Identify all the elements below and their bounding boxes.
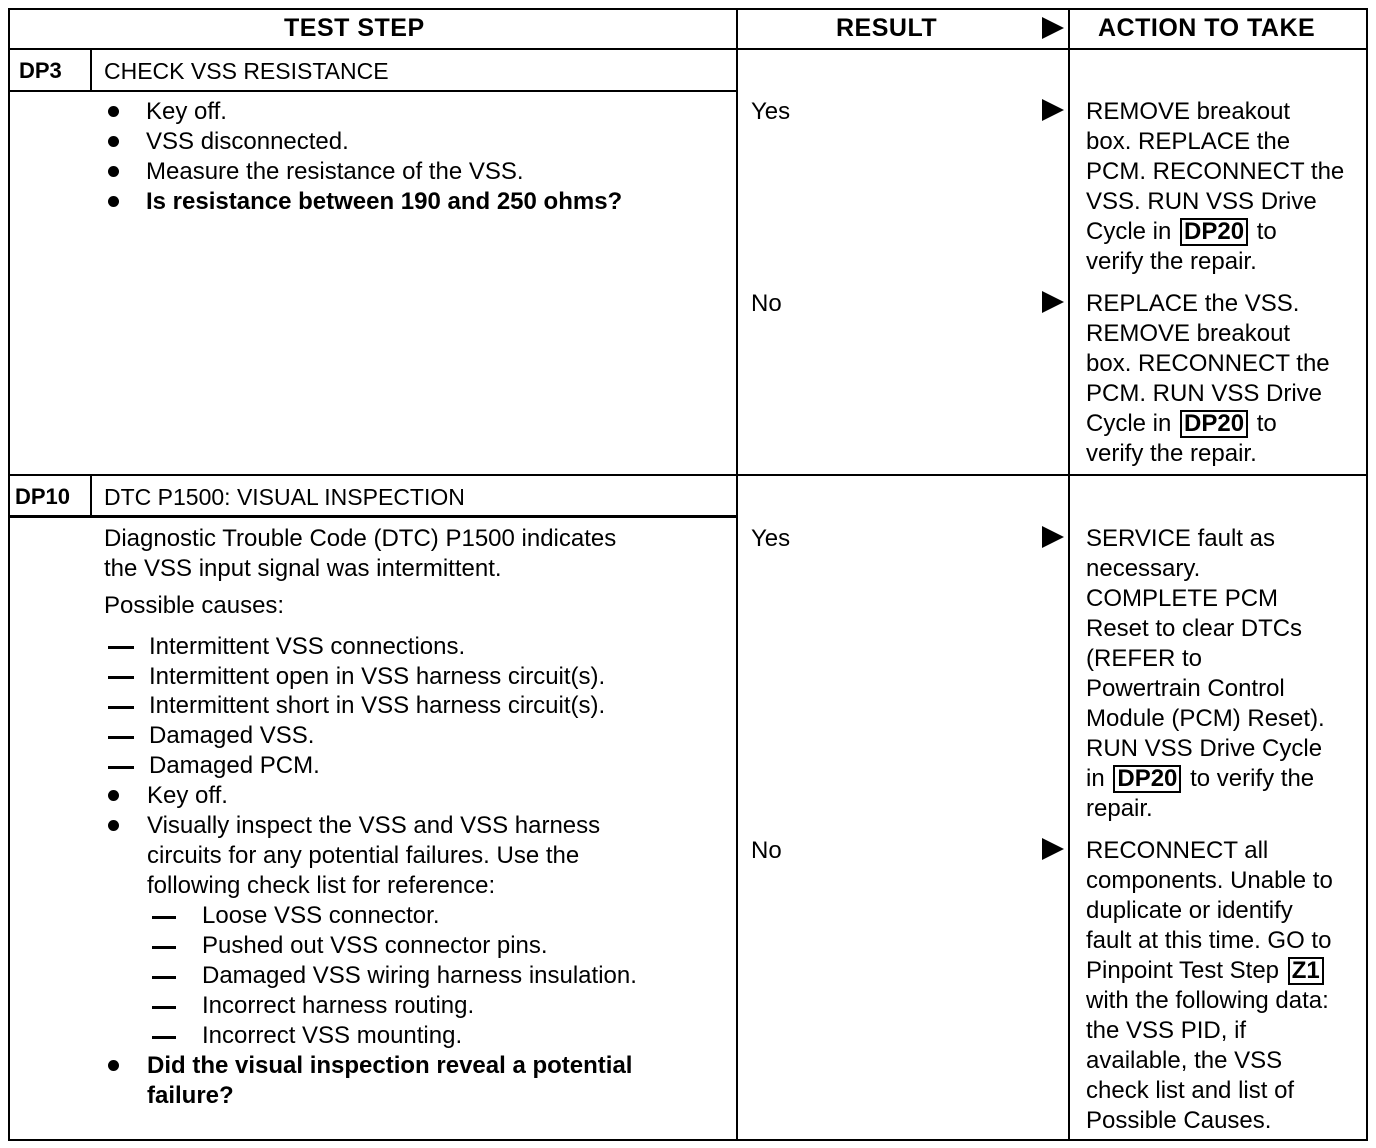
action-line: necessary. (1086, 555, 1201, 582)
bullet-icon (108, 136, 119, 147)
dp3-bullet-vss-disconnected: VSS disconnected. (146, 128, 349, 155)
action-line-with-ref (1086, 764, 1314, 794)
bullet-icon (108, 196, 119, 207)
dash-icon (152, 946, 176, 949)
dp10-intro-line: Diagnostic Trouble Code (DTC) P1500 indicates (104, 525, 617, 552)
action-line: Module (PCM) Reset). (1086, 705, 1325, 732)
action-ref-pre: Cycle in (1086, 410, 1172, 437)
action-line-with-ref (1086, 409, 1277, 439)
header-action: ACTION TO TAKE (1098, 14, 1316, 42)
action-line-with-ref (1086, 956, 1326, 986)
dash-icon (108, 706, 134, 709)
action-line: REPLACE the VSS. (1086, 290, 1300, 317)
dp20-reference-link[interactable]: DP20 (1180, 218, 1248, 246)
dash-icon (152, 1036, 176, 1039)
action-line: components. Unable to (1086, 867, 1333, 894)
dp10-cause: Damaged PCM. (149, 752, 320, 779)
bullet-icon (108, 820, 119, 831)
action-ref-pre: Cycle in (1086, 218, 1172, 245)
bullet-icon (108, 106, 119, 117)
action-line: SERVICE fault as (1086, 525, 1275, 552)
dp10-inspect-line: following check list for reference: (147, 872, 496, 899)
dp3-title-divider (90, 50, 92, 90)
dp3-step-title: CHECK VSS RESISTANCE (104, 58, 389, 84)
action-line-with-ref (1086, 217, 1277, 247)
action-line: repair. (1086, 795, 1153, 822)
dash-icon (152, 1006, 176, 1009)
bullet-icon (108, 166, 119, 177)
header-test-step: TEST STEP (284, 14, 425, 42)
action-line: box. REPLACE the (1086, 128, 1291, 155)
dp10-checklist-item: Damaged VSS wiring harness insulation. (202, 962, 637, 989)
table-right-border (1366, 8, 1368, 1141)
dp10-checklist-item: Incorrect VSS mounting. (202, 1022, 463, 1049)
arrow-icon (1042, 99, 1064, 121)
bullet-icon (108, 1060, 119, 1071)
dash-icon (152, 976, 176, 979)
dp3-bullet-key-off: Key off. (146, 98, 227, 125)
dp20-reference-link[interactable]: DP20 (1113, 765, 1181, 793)
action-line: COMPLETE PCM (1086, 585, 1279, 612)
action-line: RUN VSS Drive Cycle (1086, 735, 1323, 762)
dp3-title-bottom (8, 90, 738, 92)
action-ref-pre: Pinpoint Test Step (1086, 957, 1280, 984)
header-result: RESULT (836, 14, 938, 42)
action-ref-pre: in (1086, 765, 1105, 792)
dp10-checklist-item: Pushed out VSS connector pins. (202, 932, 548, 959)
dash-icon (108, 676, 134, 679)
action-line: REMOVE breakout (1086, 98, 1291, 125)
dp3-bullet-question: Is resistance between 190 and 250 ohms? (146, 188, 623, 215)
dp10-bullet-key-off: Key off. (147, 782, 228, 809)
action-ref-post: to verify the (1190, 765, 1315, 792)
action-line: Powertrain Control (1086, 675, 1285, 702)
dp10-question-line: Did the visual inspection reveal a potential (147, 1052, 633, 1079)
table-bottom-border (8, 1139, 1368, 1141)
action-ref-post: to (1256, 218, 1277, 245)
action-line: verify the repair. (1086, 248, 1257, 275)
dp10-step-title: DTC P1500: VISUAL INSPECTION (104, 484, 465, 510)
dp3-result-no: No (751, 290, 782, 317)
dp10-possible-causes-label: Possible causes: (104, 592, 285, 619)
dash-icon (108, 646, 134, 649)
bullet-icon (108, 790, 119, 801)
dp10-cause: Intermittent short in VSS harness circuit(s). (149, 692, 606, 719)
action-line: (REFER to (1086, 645, 1203, 672)
dp10-question-line: failure? (147, 1082, 234, 1109)
arrow-icon (1042, 291, 1064, 313)
dash-icon (108, 736, 134, 739)
dp3-step-id: DP3 (19, 58, 62, 83)
dp20-reference-link[interactable]: DP20 (1180, 410, 1248, 438)
action-line: check list and list of (1086, 1077, 1295, 1104)
action-line: PCM. RECONNECT the (1086, 158, 1345, 185)
action-line: RECONNECT all (1086, 837, 1269, 864)
header-arrow-icon (1042, 17, 1064, 39)
arrow-icon (1042, 526, 1064, 548)
action-line: VSS. RUN VSS Drive (1086, 188, 1317, 215)
action-line: Reset to clear DTCs (1086, 615, 1303, 642)
dp10-step-id: DP10 (15, 484, 71, 509)
dp3-bullet-measure: Measure the resistance of the VSS. (146, 158, 524, 185)
table-left-border (8, 8, 10, 1141)
dash-icon (152, 916, 176, 919)
table-top-border (8, 8, 1368, 10)
dp10-cause: Damaged VSS. (149, 722, 315, 749)
action-line: the VSS PID, if (1086, 1017, 1247, 1044)
dp10-result-no: No (751, 837, 782, 864)
action-line: with the following data: (1086, 987, 1329, 1014)
action-line: PCM. RUN VSS Drive (1086, 380, 1323, 407)
result-column-divider (736, 8, 738, 1141)
action-line: available, the VSS (1086, 1047, 1283, 1074)
z1-reference-link[interactable]: Z1 (1288, 957, 1324, 985)
action-line: verify the repair. (1086, 440, 1257, 467)
action-line: fault at this time. GO to (1086, 927, 1332, 954)
action-line: Possible Causes. (1086, 1107, 1272, 1134)
dp10-title-bottom (8, 515, 738, 518)
dp10-cause: Intermittent open in VSS harness circuit(s). (149, 663, 606, 690)
action-line: REMOVE breakout (1086, 320, 1291, 347)
dp3-result-yes: Yes (751, 98, 791, 125)
dp10-checklist-item: Incorrect harness routing. (202, 992, 475, 1019)
dp10-cause: Intermittent VSS connections. (149, 633, 466, 660)
dp10-checklist-item: Loose VSS connector. (202, 902, 440, 929)
action-line: duplicate or identify (1086, 897, 1293, 924)
dash-icon (108, 766, 134, 769)
action-ref-post: to (1256, 410, 1277, 437)
dp10-intro-line: the VSS input signal was intermittent. (104, 555, 502, 582)
arrow-icon (1042, 838, 1064, 860)
action-column-divider (1068, 8, 1070, 1141)
dp10-inspect-line: circuits for any potential failures. Use the (147, 842, 580, 869)
header-bottom-border (8, 48, 1368, 50)
row-divider (8, 474, 1368, 476)
dp10-inspect-line: Visually inspect the VSS and VSS harness (147, 812, 601, 839)
dp10-title-divider (90, 476, 92, 516)
action-line: box. RECONNECT the (1086, 350, 1330, 377)
dp10-result-yes: Yes (751, 525, 791, 552)
